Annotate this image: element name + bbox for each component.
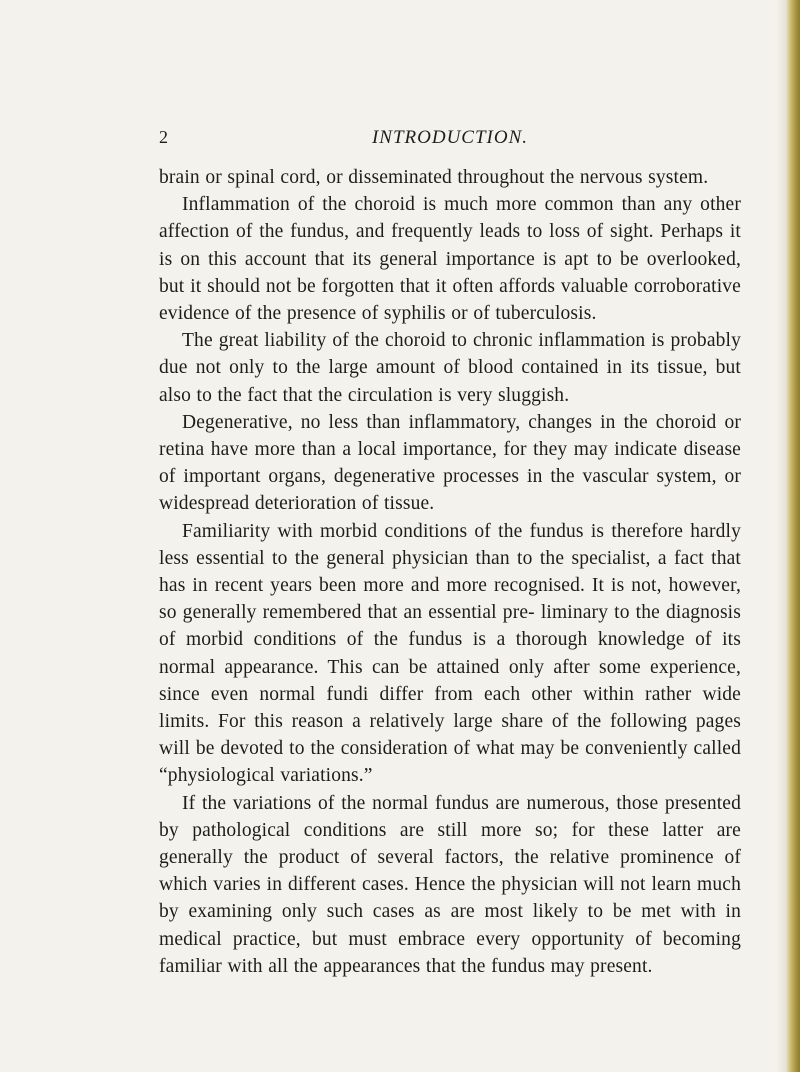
paragraph: Degenerative, no less than inflammatory, changes in the choroid or retina have more than a local importance, for they may indicate disease of important organs, degenerative processes in the vascular system, or widespread deterioration of tissue. — [159, 411, 741, 515]
running-title: INTRODUCTION. — [371, 127, 529, 148]
page-edge — [786, 0, 800, 1072]
paragraph: Familiarity with morbid conditions of the fundus is therefore hardly less essential to the general physician than to the specialist, a fact that has in recent years been more and more recognised. It is not, however, so generally remembered that an essential pre- liminary to the diagnosis of morbid conditions of the fundus is a thorough knowledge of its normal appearance. This can be attained only after some experience, since even normal fundi differ from each other within rather wide limits. For this reason a relatively large share of the following pages will be devoted to the consideration of what may be conveniently called “physiological variations.” — [159, 520, 741, 787]
page-number: 2 — [159, 127, 169, 147]
page-header — [159, 127, 741, 153]
paragraph: brain or spinal cord, or disseminated throughout the nervous system. — [159, 167, 709, 188]
paragraph: If the variations of the normal fundus are numerous, those presented by pathological conditions are still more so; for these latter are generally the product of several factors, the relative prominence of which varies in different cases. Hence the physician will not learn much by examining only such cases as are most likely to be met with in medical practice, but must embrace every opportunity of becoming familiar with all the appearances that the fundus may present. — [159, 792, 741, 977]
page-edge-shadow — [776, 0, 786, 1072]
paragraph: The great liability of the choroid to chronic inflammation is probably due not only to the large amount of blood contained in its tissue, but also to the fact that the circulation is very sluggish. — [159, 330, 741, 406]
paragraph: Inflammation of the choroid is much more common than any other affection of the fundus, and frequently leads to loss of sight. Perhaps it is on this account that its general importance is apt to be overlooked, but it should not be forgotten that it often affords valuable corroborative evidence of the presence of syphilis or of tuberculosis. — [159, 194, 741, 325]
body-text — [159, 164, 741, 980]
